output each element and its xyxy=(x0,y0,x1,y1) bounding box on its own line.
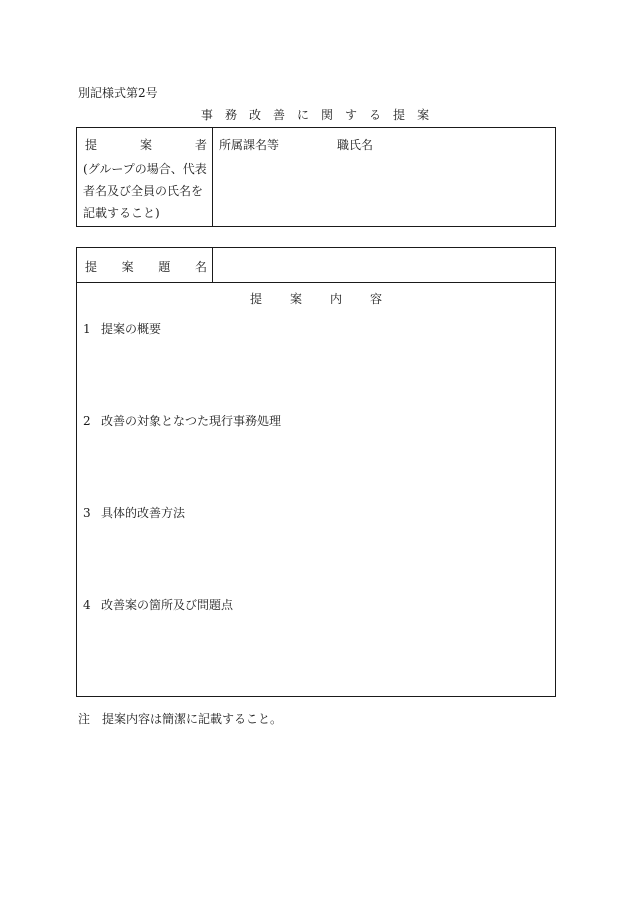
subject-label-char: 提 xyxy=(85,260,98,274)
proposer-heading-char: 案 xyxy=(139,138,152,152)
subject-label-char: 名 xyxy=(194,260,207,274)
content-item[interactable] xyxy=(83,412,281,429)
title-char: 務 xyxy=(224,108,237,122)
title-char: す xyxy=(345,108,358,122)
subject-label-char: 案 xyxy=(121,260,134,274)
item-number: 3 xyxy=(83,506,91,520)
item-number: 1 xyxy=(83,322,91,336)
proposer-heading-char: 提 xyxy=(85,138,98,152)
proposer-note-line: 者名及び全員の氏名を xyxy=(83,184,204,198)
title-char: 善 xyxy=(272,108,285,122)
job-name-field[interactable]: 職氏名 xyxy=(337,138,374,152)
form-number-label: 別記様式第2号 xyxy=(78,86,158,100)
table-divider xyxy=(212,128,213,226)
title-char: 改 xyxy=(248,108,261,122)
proposer-note-line: (グループの場合、代表 xyxy=(83,162,207,176)
form-title xyxy=(0,106,630,123)
content-heading-char: 容 xyxy=(370,292,383,306)
item-label: 改善案の箇所及び問題点 xyxy=(101,598,234,612)
title-char: 事 xyxy=(200,108,213,122)
item-label: 改善の対象となつた現行事務処理 xyxy=(101,414,282,428)
proposal-table xyxy=(76,247,556,697)
proposer-note-line: 記載すること) xyxy=(83,206,160,220)
content-heading-char: 案 xyxy=(289,292,302,306)
item-number: 4 xyxy=(83,598,91,612)
item-number: 2 xyxy=(83,414,91,428)
title-char: 関 xyxy=(321,108,334,122)
content-heading-char: 提 xyxy=(249,292,262,306)
item-label: 具体的改善方法 xyxy=(101,506,186,520)
title-char: 案 xyxy=(417,108,430,122)
subject-label-char: 題 xyxy=(158,260,171,274)
proposer-heading-char: 者 xyxy=(194,138,207,152)
title-char: る xyxy=(369,108,382,122)
item-label: 提案の概要 xyxy=(101,322,162,336)
footnote: 注 提案内容は簡潔に記載すること。 xyxy=(78,712,283,726)
content-heading xyxy=(77,290,555,307)
content-item[interactable] xyxy=(83,320,161,337)
content-item[interactable] xyxy=(83,504,185,521)
title-char: に xyxy=(296,108,309,122)
proposer-table xyxy=(76,127,556,227)
proposer-heading xyxy=(85,136,207,153)
subject-row xyxy=(77,248,555,283)
subject-label xyxy=(85,258,207,275)
department-field[interactable]: 所属課名等 xyxy=(219,138,280,152)
content-heading-char: 内 xyxy=(330,292,343,306)
title-char: 提 xyxy=(393,108,406,122)
content-item[interactable] xyxy=(83,596,233,613)
table-divider xyxy=(212,248,213,282)
proposer-note xyxy=(83,158,211,224)
